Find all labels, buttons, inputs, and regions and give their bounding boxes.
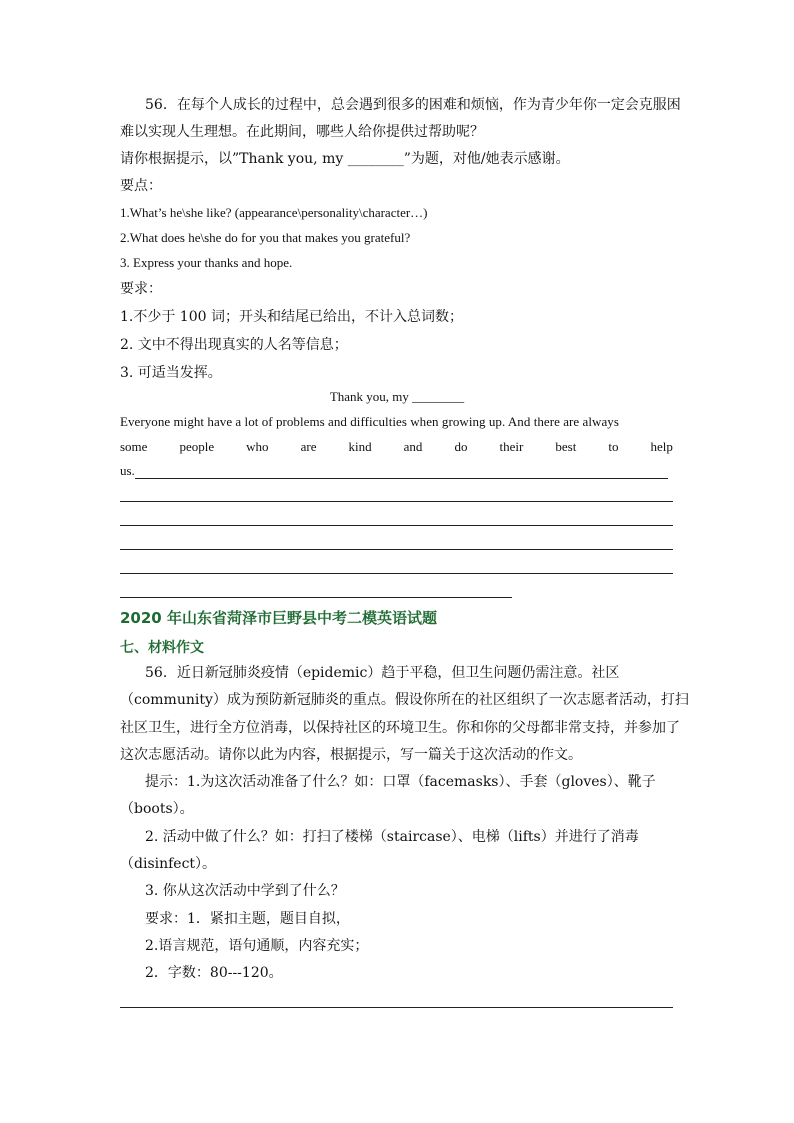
q1-req1: 1.不少于 100 词；开头和结尾已给出，不计入总词数；	[120, 309, 463, 325]
q1-req3: 3. 可适当发挥。	[120, 365, 222, 381]
essay-word: to	[608, 439, 619, 454]
q1-points-label: 要点：	[120, 178, 162, 194]
footer-rule	[120, 1007, 673, 1008]
q1-prompt-line3: 请你根据提示，以”Thank you, my ________”为题，对他/她表示感谢。	[120, 151, 570, 167]
q2-hint1a: 提示：1.为这次活动准备了什么？如：口罩（facemasks）、手套（gloves）、靴子	[145, 774, 656, 790]
answer-line[interactable]	[120, 597, 512, 598]
essay-line1	[120, 413, 673, 431]
essay-word: best	[555, 439, 577, 454]
essay-word: kind	[348, 439, 372, 454]
q2-hint3: 3. 你从这次活动中学到了什么？	[145, 883, 345, 899]
exam-title: 2020 年山东省菏泽市巨野县中考二模英语试题	[120, 609, 437, 627]
q2-req2: 2.语言规范，语句通顺，内容充实；	[145, 938, 369, 954]
section-heading: 七、材料作文	[120, 640, 204, 656]
answer-line[interactable]	[120, 549, 673, 550]
q2-req1: 要求：1．紧扣主题，题目自拟，	[145, 911, 350, 927]
essay-line3: us.	[120, 463, 135, 478]
answer-line[interactable]	[120, 573, 673, 574]
answer-line[interactable]	[135, 478, 668, 479]
q1-prompt-line1: 56．在每个人成长的过程中，总会遇到很多的困难和烦恼，作为青少年你一定会克服困	[145, 97, 681, 113]
essay-word: who	[246, 439, 269, 454]
q2-line3: 社区卫生，进行全方位消毒，以保持社区的环境卫生。你和你的父母都非常支持，并参加了	[120, 720, 680, 736]
q2-req3: 2．字数：80---120。	[145, 965, 283, 981]
q1-req2: 2. 文中不得出现真实的人名等信息；	[120, 337, 348, 353]
q2-hint1b: （boots）。	[120, 801, 194, 817]
essay-word: some	[120, 439, 148, 454]
q2-line4: 这次志愿活动。请你以此为内容，根据提示，写一篇关于这次活动的作文。	[120, 747, 582, 763]
essay-word: people	[179, 439, 215, 454]
q1-point3: 3. Express your thanks and hope.	[120, 255, 293, 270]
q2-hint2a: 2. 活动中做了什么？如：打扫了楼梯（staircase）、电梯（lifts）并进行了消毒	[145, 829, 639, 845]
q2-hint2b: （disinfect）。	[120, 856, 217, 872]
q1-prompt-line2: 难以实现人生理想。在此期间，哪些人给你提供过帮助呢？	[120, 124, 484, 140]
answer-line[interactable]	[120, 525, 673, 526]
essay-line1-text: Everyone might have a lot of problems and difficulties when growing up. And there are always	[120, 414, 619, 429]
essay-word: do	[454, 439, 468, 454]
essay-word: help	[650, 439, 673, 454]
answer-line[interactable]	[120, 501, 673, 502]
q1-point1: 1.What’s he\she like? (appearance\personality\character…)	[120, 205, 428, 220]
q1-req-label: 要求：	[120, 281, 162, 297]
q1-point2: 2.What does he\she do for you that makes you grateful?	[120, 230, 411, 245]
essay-word: are	[300, 439, 317, 454]
essay-word: their	[499, 439, 524, 454]
essay-title: Thank you, my ________	[329, 389, 465, 404]
q2-line2: （community）成为预防新冠肺炎的重点。假设你所在的社区组织了一次志愿者活动，打扫	[120, 692, 689, 708]
q2-line1: 56．近日新冠肺炎疫情（epidemic）趋于平稳，但卫生问题仍需注意。社区	[145, 665, 620, 681]
essay-line2	[120, 438, 673, 456]
essay-word: and	[403, 439, 423, 454]
